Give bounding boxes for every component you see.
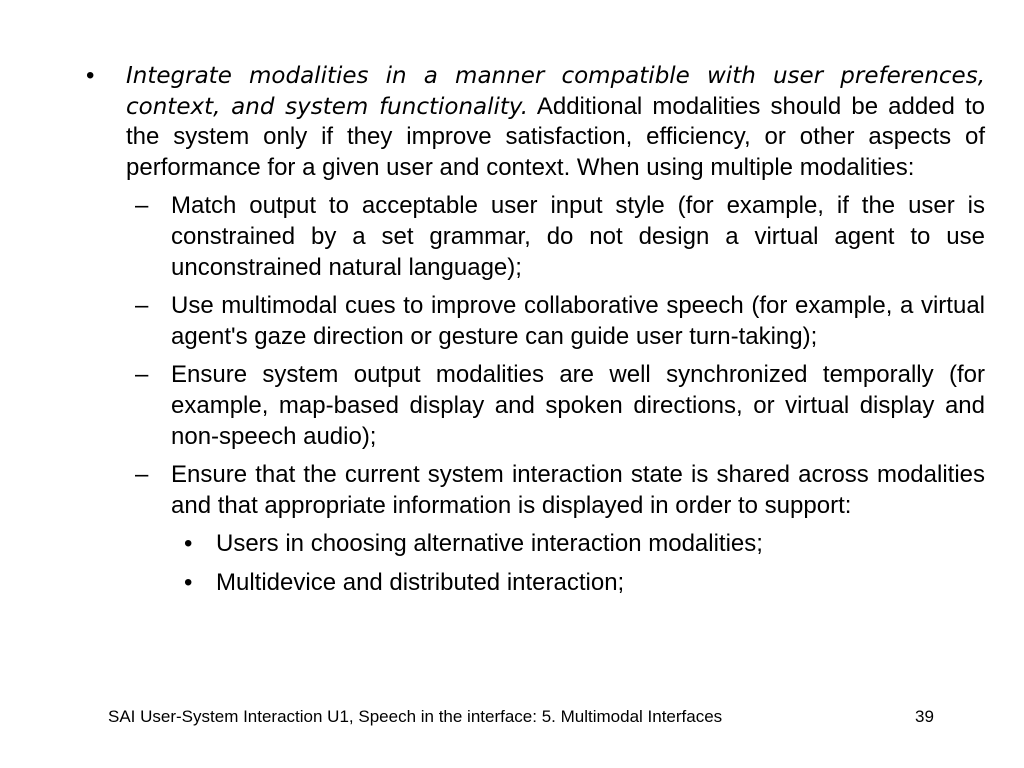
sub-sub-bullet-multidevice (184, 568, 985, 599)
dash-marker: – (135, 192, 149, 220)
dash-marker: – (135, 461, 149, 489)
slide-content (0, 61, 1024, 599)
dash-marker: – (135, 361, 149, 389)
bullet-marker: • (184, 568, 193, 596)
bullet-integrate-modalities (86, 61, 985, 183)
sub-bullet-synchronized-output (135, 360, 985, 452)
page-number: 39 (915, 707, 934, 726)
sub-bullet-text: Ensure that the current system interaction state is shared across modalities and that appropriate information is displayed in order to support: (171, 461, 985, 519)
bullet-marker: • (184, 530, 193, 558)
sub-bullet-shared-state (135, 460, 985, 521)
sub-bullet-multimodal-cues (135, 291, 985, 352)
sub-sub-bullet-alternative-modalities (184, 529, 985, 560)
bullet-body-text: Additional modalities should be added to the system only if they improve satisfaction, efficiency, or other aspects of performance for a given user and context. When using multiple modalities: (126, 92, 985, 181)
sub-bullet-text: Use multimodal cues to improve collaborative speech (for example, a virtual agent's gaze direction or gesture can guide user turn-taking); (171, 292, 985, 350)
sub-bullet-text: Ensure system output modalities are well synchronized temporally (for example, map-based display and spoken directions, or virtual display and non-speech audio); (171, 361, 985, 450)
bullet-lead-italic: Integrate modalities in a manner compatible with user preferences, context, and system functionality. (126, 63, 985, 120)
footer-title: SAI User-System Interaction U1, Speech in the interface: 5. Multimodal Interfaces (108, 707, 723, 726)
sub-sub-bullet-text: Users in choosing alternative interaction modalities; (216, 530, 763, 558)
dash-marker: – (135, 292, 149, 320)
sub-sub-bullet-text: Multidevice and distributed interaction; (216, 568, 625, 596)
sub-bullet-match-output (135, 191, 985, 283)
sub-bullet-text: Match output to acceptable user input style (for example, if the user is constrained by a set grammar, do not design a virtual agent to use unconstrained natural language); (171, 192, 985, 281)
bullet-marker: • (86, 62, 95, 89)
